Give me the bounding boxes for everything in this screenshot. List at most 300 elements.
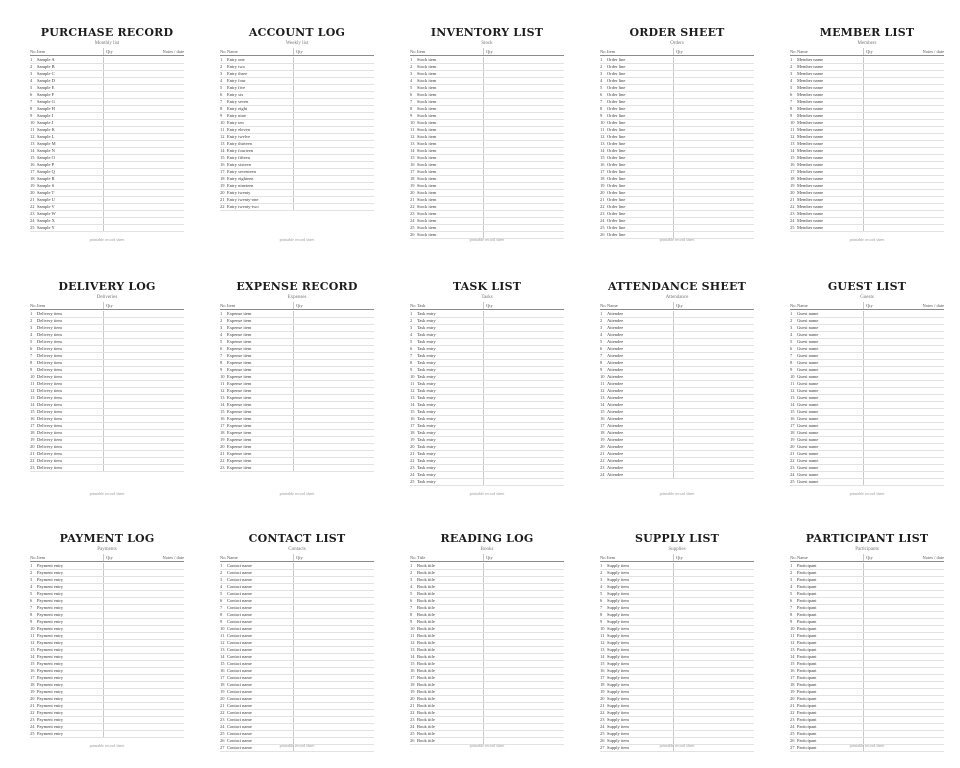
row-notes-cell [306, 162, 374, 168]
column-header-notes [306, 554, 374, 561]
row-number: 13 [30, 141, 35, 146]
row-number: 11 [30, 381, 35, 386]
row-notes-cell [876, 654, 944, 660]
row-item-name: Sample D [37, 78, 55, 83]
table-row [790, 409, 944, 416]
table-row [220, 430, 374, 437]
row-item-name: Task entry [417, 472, 436, 477]
row-qty-cell [673, 353, 686, 359]
row-notes-cell [306, 682, 374, 688]
table-row [30, 437, 184, 444]
row-notes-cell [686, 731, 754, 737]
row-notes-cell [496, 120, 564, 126]
row-qty-cell [863, 218, 876, 224]
column-header-name: Item [227, 303, 236, 308]
row-notes-cell [876, 647, 944, 653]
row-number: 24 [220, 724, 225, 729]
row-item-name: Expense item [227, 388, 252, 393]
sheet-footer: printable record sheet [89, 491, 125, 496]
table-row [30, 612, 184, 619]
row-number: 5 [220, 85, 223, 90]
column-header-qty: Qty [293, 554, 306, 561]
sheet-subtitle: Expenses [287, 295, 307, 300]
row-number: 19 [30, 437, 35, 442]
row-number: 13 [410, 647, 415, 652]
table-row [30, 563, 184, 570]
table-row [790, 612, 944, 619]
row-qty-cell [293, 353, 306, 359]
row-number: 14 [30, 148, 35, 153]
row-number: 23 [790, 717, 795, 722]
row-notes-cell [876, 423, 944, 429]
row-qty-cell [103, 451, 116, 457]
table-row [220, 113, 374, 120]
row-notes-cell [306, 190, 374, 196]
row-number: 22 [600, 710, 605, 715]
row-qty-cell [673, 598, 686, 604]
row-qty-cell [673, 155, 686, 161]
row-item-name: Guest name [797, 437, 819, 442]
row-qty-cell [863, 703, 876, 709]
row-notes-cell [116, 661, 184, 667]
table-row [220, 626, 374, 633]
table-row [30, 402, 184, 409]
column-header-notes: Notes / date [922, 303, 944, 308]
row-notes-cell [876, 311, 944, 317]
row-number: 13 [220, 647, 225, 652]
row-item-name: Delivery item [37, 402, 62, 407]
row-item-name: Payment entry [37, 661, 64, 666]
row-notes-cell [116, 332, 184, 338]
row-number: 20 [30, 696, 35, 701]
row-qty-cell [103, 689, 116, 695]
row-notes-cell [876, 416, 944, 422]
row-number: 20 [790, 190, 795, 195]
row-notes-cell [306, 626, 374, 632]
row-notes-cell [496, 626, 564, 632]
row-notes-cell [496, 71, 564, 77]
row-notes-cell [306, 332, 374, 338]
row-number: 5 [790, 591, 793, 596]
table-row [410, 176, 564, 183]
table-row [600, 190, 754, 197]
column-header-number: No. [410, 303, 417, 308]
row-item-name: Entry two [227, 64, 245, 69]
row-number: 17 [790, 423, 795, 428]
sheet-footer: printable record sheet [659, 237, 695, 242]
row-notes-cell [496, 647, 564, 653]
table-row [220, 605, 374, 612]
row-number: 4 [220, 78, 223, 83]
table-row [220, 106, 374, 113]
row-notes-cell [116, 388, 184, 394]
row-item-name: Payment entry [37, 619, 64, 624]
table-row [410, 92, 564, 99]
row-item-name: Guest name [797, 479, 819, 484]
row-number: 26 [220, 738, 225, 743]
row-number: 8 [790, 360, 793, 365]
row-notes-cell [496, 57, 564, 63]
row-item-name: Task entry [417, 346, 436, 351]
row-item-name: Task entry [417, 465, 436, 470]
row-number: 6 [30, 346, 33, 351]
row-number: 10 [220, 374, 225, 379]
row-notes-cell [876, 148, 944, 154]
row-qty-cell [293, 204, 306, 210]
sheet-subtitle: Participants [855, 547, 879, 552]
table-rows [220, 563, 374, 752]
row-qty-cell [673, 724, 686, 730]
row-qty-cell [293, 696, 306, 702]
row-qty-cell [293, 197, 306, 203]
row-qty-cell [863, 339, 876, 345]
row-item-name: Supply item [607, 598, 629, 603]
row-notes-cell [876, 696, 944, 702]
row-item-name: Entry five [227, 85, 246, 90]
row-qty-cell [483, 430, 496, 436]
row-number: 3 [30, 71, 33, 76]
row-item-name: Sample M [37, 141, 56, 146]
row-number: 24 [410, 724, 415, 729]
row-qty-cell [483, 416, 496, 422]
row-number: 16 [600, 162, 605, 167]
sheet-footer: printable record sheet [89, 237, 125, 242]
table-row [30, 71, 184, 78]
row-qty-cell [293, 577, 306, 583]
row-qty-cell [103, 444, 116, 450]
row-qty-cell [103, 211, 116, 217]
row-number: 23 [410, 717, 415, 722]
row-number: 7 [600, 353, 603, 358]
table-row [30, 141, 184, 148]
row-qty-cell [103, 437, 116, 443]
row-qty-cell [483, 311, 496, 317]
row-item-name: Payment entry [37, 682, 64, 687]
row-number: 3 [410, 325, 413, 330]
row-item-name: Guest name [797, 360, 819, 365]
row-qty-cell [863, 717, 876, 723]
row-notes-cell [686, 640, 754, 646]
row-number: 18 [410, 176, 415, 181]
row-qty-cell [483, 647, 496, 653]
row-item-name: Attendee [607, 402, 624, 407]
row-qty-cell [103, 423, 116, 429]
row-number: 22 [410, 204, 415, 209]
row-notes-cell [686, 381, 754, 387]
row-notes-cell [116, 169, 184, 175]
row-item-name: Supply item [607, 738, 629, 743]
row-item-name: Member name [797, 197, 824, 202]
row-notes-cell [306, 367, 374, 373]
table-row [30, 703, 184, 710]
column-header-qty: Qty [483, 48, 496, 55]
table-row [30, 626, 184, 633]
row-item-name: Member name [797, 99, 824, 104]
row-qty-cell [293, 465, 306, 471]
row-notes-cell [116, 346, 184, 352]
row-notes-cell [686, 148, 754, 154]
row-item-name: Expense item [227, 339, 252, 344]
row-number: 4 [30, 332, 33, 337]
table-row [600, 106, 754, 113]
sheet-footer: printable record sheet [849, 743, 885, 748]
row-item-name: Entry fifteen [227, 155, 250, 160]
row-item-name: Attendee [607, 451, 624, 456]
row-number: 1 [220, 57, 223, 62]
row-notes-cell [496, 148, 564, 154]
row-notes-cell [686, 465, 754, 471]
table-row [220, 127, 374, 134]
row-notes-cell [496, 654, 564, 660]
row-number: 7 [790, 605, 793, 610]
row-number: 23 [600, 465, 605, 470]
row-item-name: Delivery item [37, 381, 62, 386]
table-row [790, 682, 944, 689]
row-qty-cell [103, 458, 116, 464]
table-row [410, 563, 564, 570]
row-qty-cell [293, 64, 306, 70]
row-notes-cell [686, 211, 754, 217]
table-row [220, 183, 374, 190]
row-qty-cell [673, 148, 686, 154]
row-qty-cell [293, 367, 306, 373]
row-item-name: Order line [607, 92, 626, 97]
row-number: 11 [220, 633, 225, 638]
row-qty-cell [103, 169, 116, 175]
row-notes-cell [496, 225, 564, 231]
row-notes-cell [496, 437, 564, 443]
row-qty-cell [673, 339, 686, 345]
table-row [30, 689, 184, 696]
row-number: 4 [600, 584, 603, 589]
table-row [600, 162, 754, 169]
table-row [600, 388, 754, 395]
table-row [600, 71, 754, 78]
row-item-name: Contact name [227, 584, 252, 589]
row-item-name: Contact name [227, 563, 252, 568]
row-qty-cell [103, 311, 116, 317]
table-row [220, 395, 374, 402]
row-item-name: Supply item [607, 689, 629, 694]
row-item-name: Supply item [607, 710, 629, 715]
sheet-subtitle: Orders [670, 41, 684, 46]
row-qty-cell [293, 92, 306, 98]
row-number: 5 [410, 85, 413, 90]
table-row [410, 696, 564, 703]
row-qty-cell [483, 183, 496, 189]
row-qty-cell [103, 563, 116, 569]
row-notes-cell [686, 717, 754, 723]
row-number: 18 [600, 682, 605, 687]
table-row [30, 374, 184, 381]
table-row [600, 218, 754, 225]
table-row [30, 444, 184, 451]
row-notes-cell [496, 612, 564, 618]
row-qty-cell [863, 318, 876, 324]
row-qty-cell [483, 668, 496, 674]
column-header-name: Name [607, 303, 618, 308]
row-item-name: Contact name [227, 647, 252, 652]
row-item-name: Member name [797, 225, 824, 230]
row-item-name: Stock item [417, 148, 437, 153]
table-row [30, 367, 184, 374]
table-row [790, 577, 944, 584]
table-row [790, 724, 944, 731]
row-qty-cell [863, 458, 876, 464]
table-row [220, 134, 374, 141]
row-notes-cell [116, 640, 184, 646]
table-row [30, 134, 184, 141]
row-item-name: Supply item [607, 563, 629, 568]
row-notes-cell [496, 444, 564, 450]
row-item-name: Stock item [417, 155, 437, 160]
row-qty-cell [103, 605, 116, 611]
row-number: 9 [600, 113, 603, 118]
row-qty-cell [293, 717, 306, 723]
row-item-name: Guest name [797, 444, 819, 449]
row-item-name: Delivery item [37, 458, 62, 463]
row-notes-cell [876, 325, 944, 331]
row-item-name: Task entry [417, 479, 436, 484]
row-item-name: Order line [607, 85, 626, 90]
row-number: 24 [600, 724, 605, 729]
table-row [30, 85, 184, 92]
column-header-name: Name [797, 49, 808, 54]
row-number: 20 [600, 444, 605, 449]
row-number: 11 [30, 633, 35, 638]
row-item-name: Expense item [227, 381, 252, 386]
row-item-name: Order line [607, 225, 626, 230]
row-qty-cell [103, 106, 116, 112]
table-row [30, 619, 184, 626]
row-notes-cell [686, 423, 754, 429]
row-item-name: Participant [797, 668, 817, 673]
row-qty-cell [863, 57, 876, 63]
row-notes-cell [686, 218, 754, 224]
table-row [600, 325, 754, 332]
row-item-name: Attendee [607, 311, 624, 316]
table-row [30, 353, 184, 360]
row-qty-cell [863, 654, 876, 660]
row-qty-cell [673, 689, 686, 695]
table-row [410, 577, 564, 584]
row-qty-cell [483, 612, 496, 618]
row-item-name: Stock item [417, 176, 437, 181]
row-notes-cell [116, 162, 184, 168]
row-number: 22 [410, 710, 415, 715]
row-notes-cell [306, 318, 374, 324]
row-qty-cell [673, 612, 686, 618]
table-row [220, 311, 374, 318]
row-qty-cell [673, 204, 686, 210]
row-item-name: Sample Q [37, 169, 55, 174]
sheet-title: PURCHASE RECORD [40, 26, 174, 39]
row-notes-cell [876, 409, 944, 415]
row-qty-cell [103, 225, 116, 231]
row-qty-cell [293, 395, 306, 401]
table-row [790, 71, 944, 78]
row-notes-cell [876, 57, 944, 63]
row-number: 10 [600, 120, 605, 125]
row-qty-cell [483, 675, 496, 681]
row-item-name: Sample C [37, 71, 55, 76]
row-item-name: Participant [797, 563, 817, 568]
table-row [220, 85, 374, 92]
row-item-name: Expense item [227, 423, 252, 428]
table-row [410, 416, 564, 423]
row-number: 15 [220, 409, 225, 414]
row-qty-cell [103, 465, 116, 471]
table-row [220, 612, 374, 619]
row-number: 6 [410, 598, 413, 603]
row-notes-cell [306, 311, 374, 317]
row-qty-cell [103, 696, 116, 702]
row-qty-cell [103, 626, 116, 632]
table-row [790, 148, 944, 155]
row-item-name: Payment entry [37, 689, 64, 694]
row-item-name: Stock item [417, 106, 437, 111]
table-row [30, 197, 184, 204]
row-item-name: Member name [797, 127, 824, 132]
row-qty-cell [293, 106, 306, 112]
row-notes-cell [686, 647, 754, 653]
row-number: 19 [790, 689, 795, 694]
row-qty-cell [293, 388, 306, 394]
row-item-name: Payment entry [37, 717, 64, 722]
row-item-name: Delivery item [37, 360, 62, 365]
record-sheet [30, 280, 184, 502]
row-qty-cell [863, 141, 876, 147]
row-item-name: Member name [797, 106, 824, 111]
row-notes-cell [496, 99, 564, 105]
row-number: 17 [30, 423, 35, 428]
column-header-name: Name [227, 555, 238, 560]
row-number: 19 [600, 183, 605, 188]
row-item-name: Stock item [417, 169, 437, 174]
row-notes-cell [116, 591, 184, 597]
table-row [220, 71, 374, 78]
row-notes-cell [306, 99, 374, 105]
row-notes-cell [876, 479, 944, 485]
table-row [410, 570, 564, 577]
column-header-notes [496, 554, 564, 561]
row-item-name: Delivery item [37, 423, 62, 428]
row-number: 11 [220, 127, 225, 132]
row-qty-cell [673, 120, 686, 126]
row-number: 14 [220, 402, 225, 407]
row-qty-cell [863, 479, 876, 485]
row-item-name: Expense item [227, 437, 252, 442]
row-qty-cell [103, 612, 116, 618]
row-item-name: Contact name [227, 745, 252, 750]
record-sheet [790, 280, 944, 502]
row-notes-cell [686, 444, 754, 450]
row-item-name: Payment entry [37, 640, 64, 645]
table-row [790, 731, 944, 738]
row-number: 24 [790, 218, 795, 223]
row-notes-cell [876, 570, 944, 576]
row-number: 5 [410, 339, 413, 344]
row-item-name: Sample K [37, 127, 55, 132]
row-number: 6 [220, 598, 223, 603]
row-qty-cell [673, 430, 686, 436]
row-qty-cell [483, 451, 496, 457]
table-row [220, 451, 374, 458]
row-qty-cell [103, 162, 116, 168]
row-item-name: Member name [797, 85, 824, 90]
row-qty-cell [863, 661, 876, 667]
row-number: 5 [600, 85, 603, 90]
